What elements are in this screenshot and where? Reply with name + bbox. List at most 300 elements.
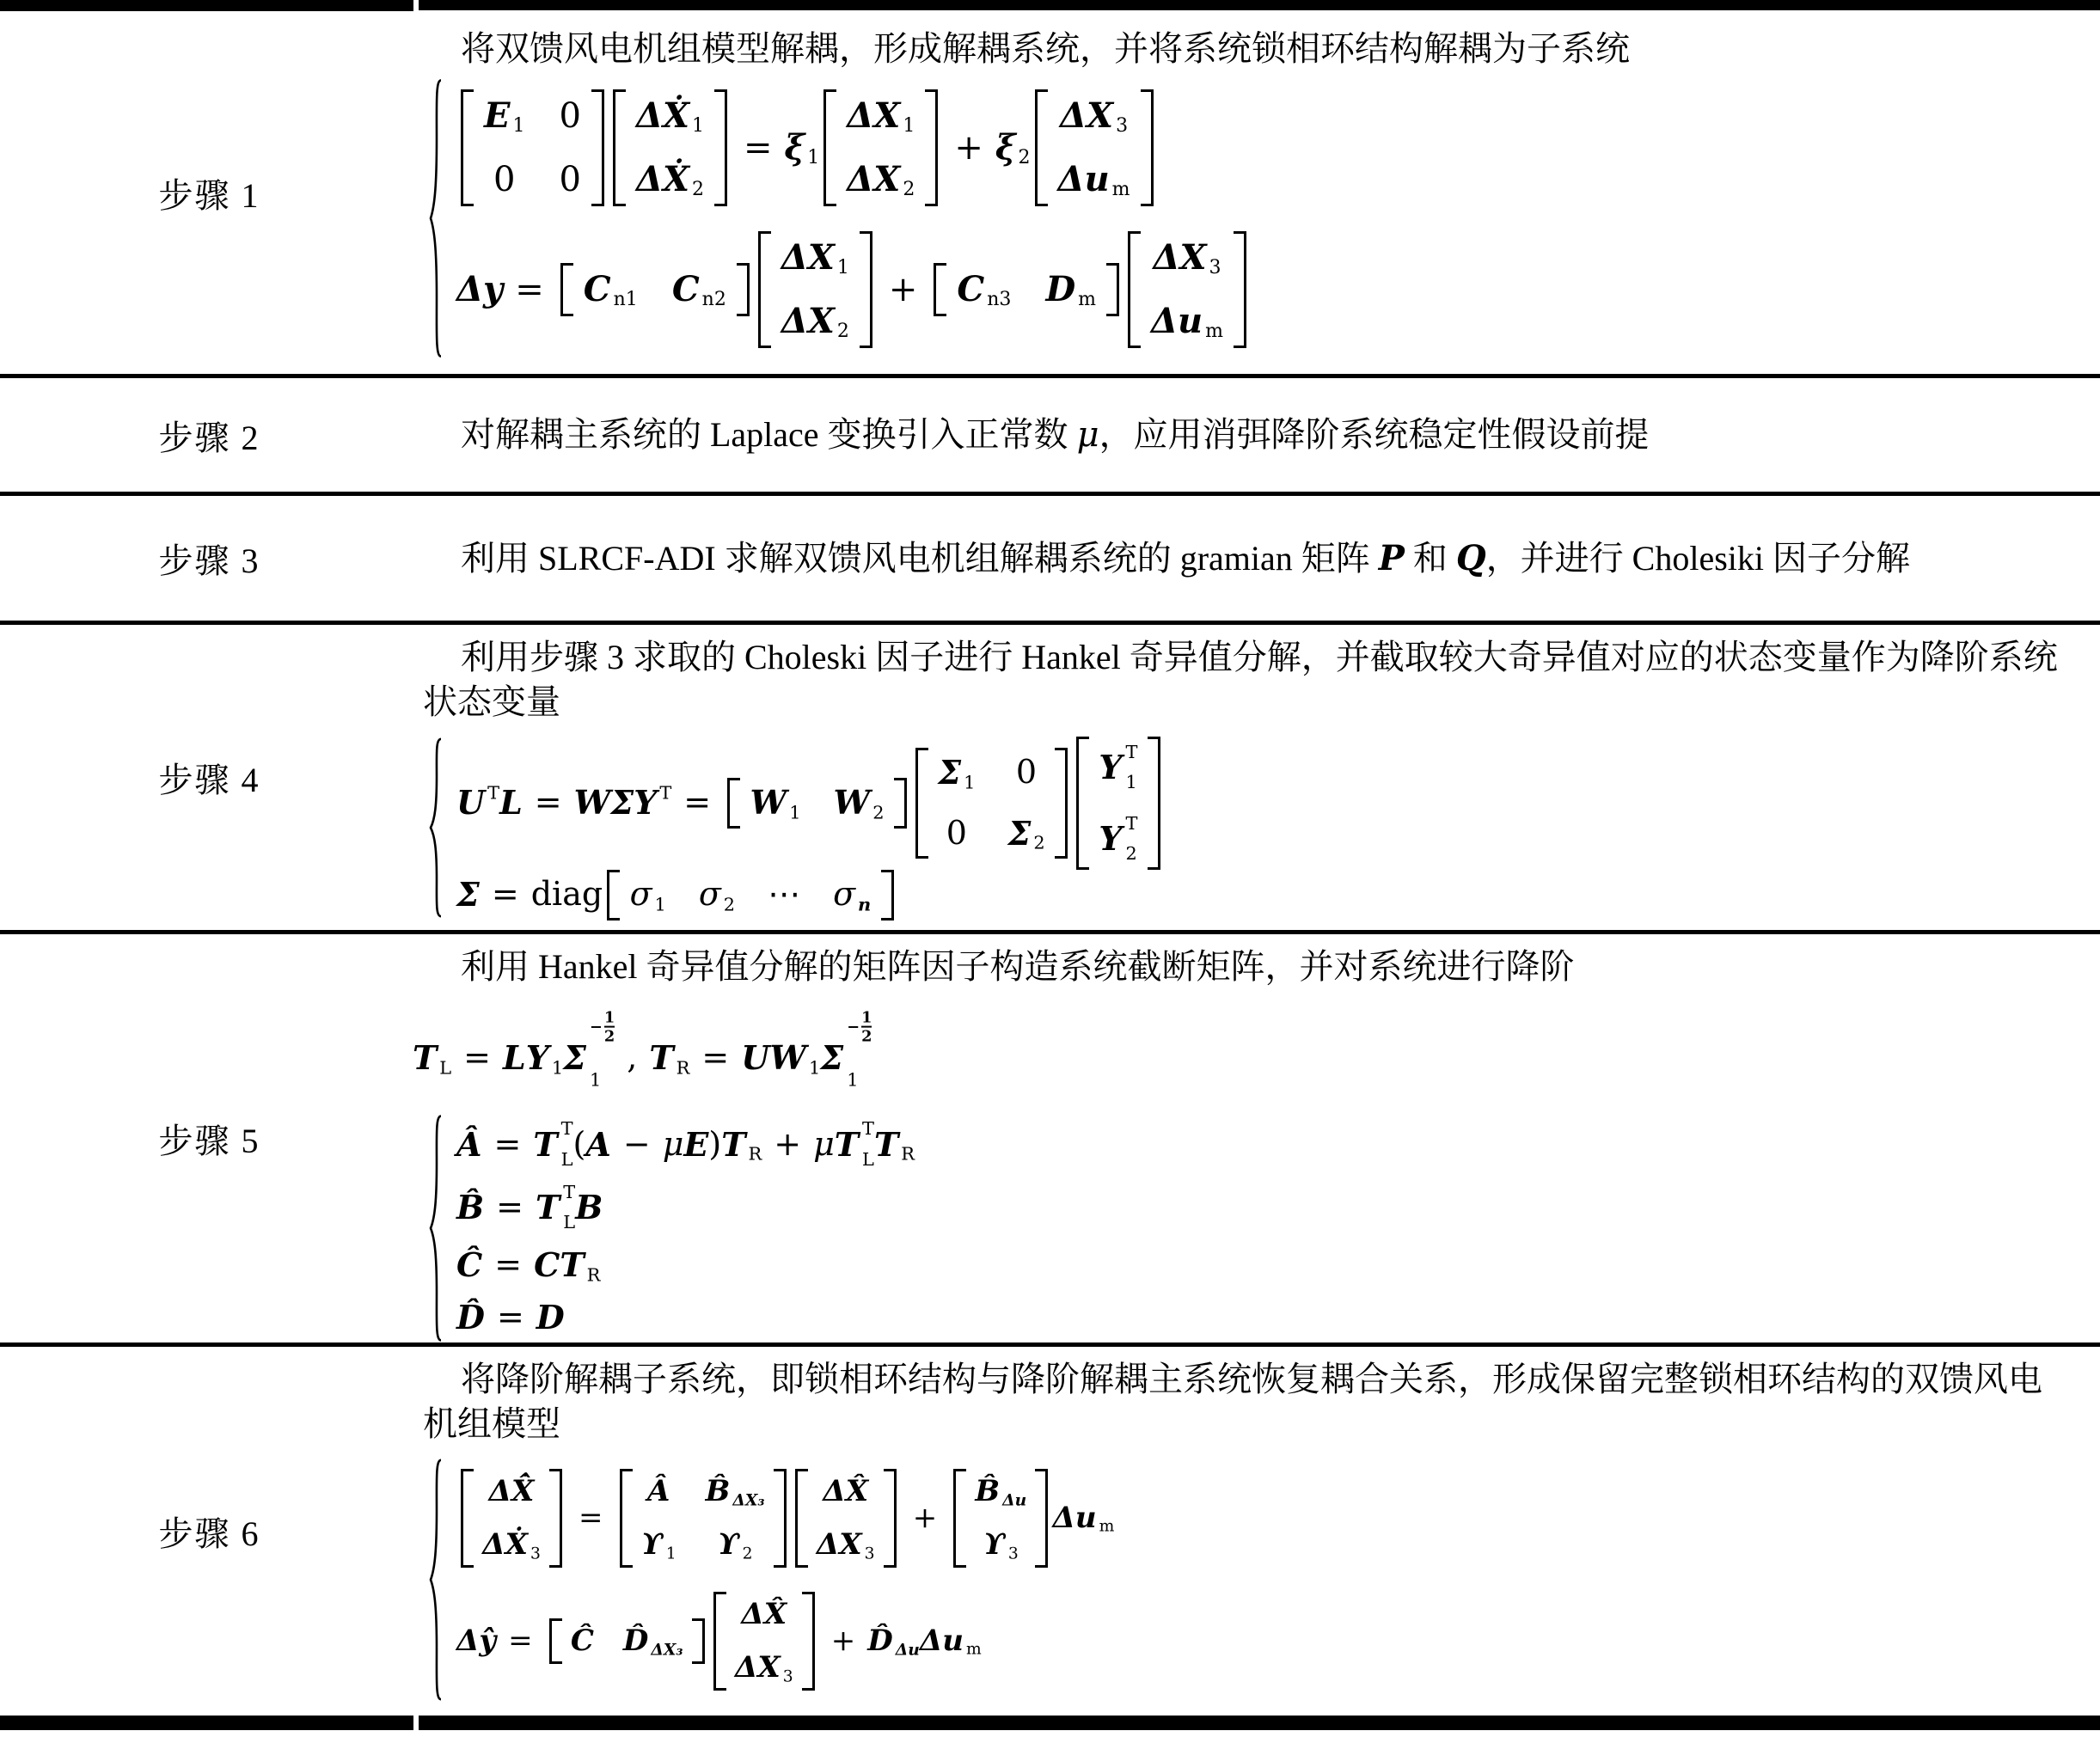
matrix-cell bbox=[560, 96, 581, 136]
subscript: 2 bbox=[1033, 832, 1045, 853]
system-brace bbox=[427, 76, 446, 360]
subscript: 1 bbox=[692, 114, 705, 137]
matrix-right-bracket bbox=[884, 1469, 897, 1569]
math-token: Ĉ bbox=[456, 1245, 483, 1285]
step-1-equation-system bbox=[427, 76, 2100, 360]
table-row-step-2 bbox=[0, 378, 2100, 492]
math-token: W bbox=[573, 783, 611, 823]
table-top-border-left bbox=[0, 0, 413, 11]
equation-column bbox=[446, 737, 1165, 919]
subscript: 1 bbox=[809, 1057, 821, 1079]
matrix-left-bracket bbox=[607, 870, 620, 920]
step-label-text: 步骤 5 bbox=[158, 1122, 260, 1160]
matrix-cell bbox=[636, 160, 704, 199]
math-token: = bbox=[493, 1124, 522, 1163]
matrix-cell bbox=[781, 238, 849, 278]
matrix bbox=[1128, 231, 1246, 348]
math-token: diag bbox=[530, 875, 603, 914]
equation-column bbox=[446, 1457, 1114, 1703]
description-text: 利用 SLRCF-ADI 求解双馈风电机组解耦系统的 gramian 矩阵 bbox=[461, 538, 1379, 578]
fraction-denominator: 2 bbox=[861, 1027, 872, 1046]
step-label-text: 步骤 6 bbox=[158, 1514, 260, 1553]
matrix-P-symbol: P bbox=[1378, 537, 1405, 578]
matrix-right-bracket bbox=[714, 89, 727, 206]
math-token: ΔX̂̇ bbox=[488, 1473, 535, 1508]
math-token: C n2 bbox=[671, 268, 726, 310]
matrix-cell bbox=[623, 1624, 683, 1658]
matrix-cell bbox=[1058, 160, 1130, 199]
math-token: = bbox=[579, 1500, 603, 1535]
math-token: Y T 1 bbox=[1099, 741, 1138, 793]
subscript: Δu bbox=[895, 1640, 920, 1660]
matrix-cell bbox=[983, 1528, 1019, 1562]
math-token: Ĉ bbox=[570, 1623, 594, 1658]
math-token: + bbox=[912, 1500, 938, 1535]
fraction: $\frac{1}{2}$ bbox=[861, 1008, 872, 1046]
math-token: = bbox=[701, 1038, 730, 1077]
matrix-right-bracket bbox=[1035, 1469, 1048, 1569]
matrix-right-bracket bbox=[1141, 89, 1154, 206]
math-token: = bbox=[683, 783, 712, 822]
superscript: T bbox=[862, 1118, 874, 1140]
subscript: R bbox=[901, 1143, 915, 1165]
step-5-equation-system bbox=[427, 1113, 2100, 1343]
math-token: U bbox=[741, 1038, 770, 1078]
matrix-left-bracket bbox=[1035, 89, 1048, 206]
matrix-right-bracket bbox=[1106, 263, 1119, 316]
matrix bbox=[560, 263, 750, 316]
subscript: 1 bbox=[903, 114, 915, 137]
matrix-cell bbox=[834, 784, 885, 822]
math-token: + bbox=[954, 127, 983, 168]
matrix-left-bracket bbox=[823, 89, 836, 206]
step-label-text: 步骤 3 bbox=[158, 541, 260, 580]
matrix-cells bbox=[771, 231, 860, 348]
subscript: n1 bbox=[613, 288, 638, 310]
math-token: Δu m bbox=[1057, 158, 1130, 200]
matrix bbox=[758, 231, 872, 348]
math-token: T R bbox=[649, 1038, 690, 1079]
matrix-cell bbox=[847, 96, 915, 136]
math-token: ΔX 2 bbox=[781, 300, 849, 342]
matrix-cell bbox=[823, 1475, 868, 1508]
math-token: B̂ Δu bbox=[975, 1473, 1027, 1509]
step-6-description: 将降阶解耦子系统，即锁相环结构与降阶解耦主系统恢复耦合关系，形成保留完整锁相环结构的双馈风电机组模型 bbox=[423, 1360, 2042, 1443]
step-3-description bbox=[0, 536, 1950, 581]
subscript: 1 bbox=[807, 146, 820, 168]
system-brace bbox=[427, 737, 446, 919]
math-token: = bbox=[463, 1038, 491, 1077]
math-token: ΔX 1 bbox=[847, 95, 915, 137]
sup-sub-stack bbox=[862, 1120, 874, 1168]
description-text: 对解耦主系统的 Laplace 变换引入正常数 bbox=[461, 415, 1077, 454]
subscript: 2 bbox=[742, 1544, 753, 1563]
matrix-right-bracket bbox=[1148, 737, 1160, 870]
matrix-cell bbox=[946, 815, 967, 853]
subscript: 1 bbox=[1125, 772, 1137, 793]
mu-symbol: μ bbox=[1076, 415, 1099, 455]
superscript bbox=[847, 1008, 872, 1046]
matrix-right-bracket bbox=[737, 263, 750, 316]
step-label-text: 步骤 1 bbox=[158, 175, 260, 215]
subscript: 2 bbox=[872, 802, 885, 823]
table-row-step-4 bbox=[0, 625, 2100, 930]
subscript: 3 bbox=[530, 1544, 541, 1563]
matrix-right-bracket bbox=[774, 1469, 787, 1569]
equation-reduced-output bbox=[456, 1592, 1114, 1691]
superscript: T bbox=[560, 1118, 573, 1140]
subscript: 1 bbox=[551, 1057, 564, 1079]
subscript: n bbox=[858, 893, 872, 915]
superscript: T bbox=[1125, 741, 1138, 762]
equation-hankel-svd bbox=[456, 737, 1165, 870]
math-token: = bbox=[496, 1297, 524, 1336]
matrix-right-bracket bbox=[1234, 231, 1246, 348]
matrix-right-bracket bbox=[860, 231, 872, 348]
matrix-left-bracket bbox=[915, 748, 928, 859]
math-token: 0 bbox=[946, 813, 967, 852]
table-row-step-3 bbox=[0, 496, 2100, 621]
matrix bbox=[795, 1469, 897, 1569]
math-token: = bbox=[515, 269, 544, 309]
subscript: n2 bbox=[701, 288, 726, 310]
math-token: T R bbox=[721, 1124, 762, 1165]
subscript: R bbox=[676, 1057, 690, 1079]
matrix-cell bbox=[489, 1475, 535, 1508]
sup-sub-stack bbox=[561, 1120, 573, 1168]
math-token: T T L bbox=[535, 1181, 576, 1233]
step-4-equation-system bbox=[427, 737, 2100, 919]
math-token: L bbox=[499, 783, 523, 823]
math-token: D̂ ΔX₃ bbox=[622, 1623, 683, 1660]
math-token: Y T bbox=[634, 782, 672, 823]
table-bottom-border-left bbox=[0, 1716, 413, 1730]
table-row-step-1 bbox=[0, 11, 2100, 374]
matrix-right-bracket bbox=[591, 89, 604, 206]
matrix-left-bracket bbox=[560, 263, 573, 316]
equation-D-hat bbox=[456, 1299, 915, 1336]
matrix-cells bbox=[474, 1469, 549, 1569]
math-token: σ 2 bbox=[698, 875, 736, 915]
math-token: ξ 1 bbox=[784, 126, 820, 168]
math-token: T T L bbox=[533, 1118, 573, 1170]
math-token: ⋯ bbox=[768, 875, 801, 914]
math-token: ΔX 3 bbox=[734, 1650, 793, 1685]
matrix-cells bbox=[928, 748, 1055, 859]
math-token: Â bbox=[646, 1473, 670, 1508]
superscript: T bbox=[487, 782, 500, 804]
subscript: 2 bbox=[692, 178, 705, 200]
equation-reduced-state bbox=[456, 1469, 1114, 1569]
subscript: L bbox=[563, 1212, 576, 1233]
matrix-cell bbox=[975, 1475, 1026, 1508]
matrix bbox=[461, 89, 604, 206]
matrix-right-bracket bbox=[802, 1592, 815, 1691]
subscript: L bbox=[560, 1148, 573, 1170]
math-token: Σ − $\frac{1}{2}$ 1 bbox=[820, 1008, 872, 1091]
step-2-description bbox=[0, 413, 1689, 457]
subscript: 1 bbox=[590, 1069, 602, 1091]
matrix-left-bracket bbox=[727, 778, 740, 829]
matrix-cell bbox=[847, 160, 915, 199]
matrix-left-bracket bbox=[1076, 737, 1089, 870]
matrix bbox=[953, 1469, 1048, 1569]
matrix-left-bracket bbox=[613, 89, 626, 206]
matrix-cells bbox=[620, 870, 880, 920]
matrix-cell bbox=[1099, 812, 1138, 865]
subscript: 1 bbox=[789, 802, 801, 823]
subscript: 2 bbox=[1125, 843, 1137, 865]
math-token: C n1 bbox=[583, 268, 638, 310]
matrix-right-bracket bbox=[881, 870, 894, 920]
math-token: ΔX̂ bbox=[741, 1596, 787, 1631]
math-token: L bbox=[503, 1038, 526, 1078]
sup-sub-stack bbox=[1125, 812, 1138, 865]
math-token: Y T 2 bbox=[1099, 812, 1138, 865]
matrix-cell bbox=[1007, 815, 1044, 853]
sup-sub-stack bbox=[847, 1008, 872, 1091]
math-token: ΔX̂ bbox=[823, 1473, 869, 1508]
subscript: R bbox=[748, 1143, 762, 1165]
matrix-left-bracket bbox=[461, 1469, 474, 1569]
math-token: Δu m bbox=[1052, 1500, 1115, 1536]
equation-column bbox=[446, 1113, 915, 1343]
math-token: ΔX 3 bbox=[1060, 95, 1129, 137]
math-token: B̂ bbox=[456, 1188, 485, 1227]
equation-C-hat bbox=[456, 1246, 915, 1284]
matrix-cell bbox=[584, 270, 638, 309]
math-token: W 1 bbox=[769, 1038, 821, 1079]
sup-sub-stack bbox=[1126, 743, 1138, 792]
matrix-cells bbox=[1141, 231, 1234, 348]
math-token: ΔẊ 1 bbox=[635, 95, 705, 137]
subscript: 3 bbox=[1116, 114, 1129, 137]
matrix-cell bbox=[493, 160, 515, 199]
matrix bbox=[607, 870, 893, 920]
math-token: ΔX 3 bbox=[1153, 236, 1221, 278]
subscript: L bbox=[862, 1148, 874, 1170]
math-token: Δŷ bbox=[456, 1623, 497, 1658]
math-token: ) bbox=[708, 1124, 722, 1163]
step-6-equation-system bbox=[427, 1457, 2100, 1703]
table-row-step-6 bbox=[0, 1347, 2100, 1716]
matrix-cells bbox=[562, 1618, 692, 1664]
equation-output bbox=[456, 231, 1251, 348]
math-token: T L bbox=[413, 1038, 452, 1079]
matrix-cell bbox=[1060, 96, 1128, 136]
math-token: T T L bbox=[834, 1118, 874, 1170]
matrix-cell bbox=[781, 302, 849, 341]
system-brace bbox=[427, 1457, 446, 1703]
subscript: m bbox=[1078, 288, 1096, 310]
description-text: ，并进行 Cholesiki 因子分解 bbox=[1485, 538, 1911, 578]
math-token: U T bbox=[456, 782, 500, 823]
matrix bbox=[823, 89, 938, 206]
subscript: m bbox=[1099, 1517, 1115, 1536]
math-token: ξ 2 bbox=[995, 126, 1031, 168]
math-token: Σ − $\frac{1}{2}$ 1 bbox=[563, 1008, 615, 1091]
fraction-exponent: − $\frac{1}{2}$ bbox=[590, 1008, 615, 1046]
matrix-cell bbox=[735, 1651, 793, 1685]
math-token: ΔẊ 2 bbox=[635, 158, 705, 200]
math-token: W 2 bbox=[833, 783, 885, 823]
subscript: 3 bbox=[782, 1667, 793, 1685]
math-token: D bbox=[536, 1297, 565, 1336]
subscript: m bbox=[965, 1640, 982, 1659]
math-token: ΔX 2 bbox=[847, 158, 915, 200]
math-token: μ bbox=[813, 1124, 835, 1163]
matrix-right-bracket bbox=[925, 89, 938, 206]
matrix-left-bracket bbox=[1128, 231, 1141, 348]
matrix-left-bracket bbox=[549, 1618, 562, 1664]
math-token: ϒ 2 bbox=[717, 1527, 753, 1563]
matrix-left-bracket bbox=[953, 1469, 966, 1569]
table-bottom-border-right bbox=[419, 1716, 2100, 1730]
math-token: ϒ 1 bbox=[640, 1527, 677, 1563]
matrix bbox=[934, 263, 1119, 316]
sup-sub-stack bbox=[563, 1183, 575, 1232]
matrix-cells bbox=[626, 89, 714, 206]
matrix-cells bbox=[726, 1592, 802, 1691]
matrix-cell bbox=[630, 876, 666, 914]
matrix-cell bbox=[672, 270, 726, 309]
step-5-description: 利用 Hankel 奇异值分解的矩阵因子构造系统截断矩阵，并对系统进行降阶 bbox=[461, 947, 1575, 986]
matrix-cell bbox=[560, 160, 581, 199]
matrix-cell bbox=[482, 1528, 541, 1562]
matrix bbox=[613, 89, 727, 206]
matrix-cells bbox=[1089, 737, 1148, 870]
description-text: 和 bbox=[1404, 538, 1456, 578]
matrix-cell bbox=[741, 1598, 787, 1631]
math-token: Σ bbox=[610, 783, 634, 823]
matrix bbox=[1076, 737, 1160, 870]
matrix bbox=[461, 1469, 562, 1569]
subscript: 1 bbox=[836, 256, 849, 278]
math-token: = bbox=[508, 1623, 533, 1658]
matrix-cell bbox=[641, 1528, 677, 1562]
matrix-cell bbox=[647, 1475, 670, 1508]
math-token: σ 1 bbox=[629, 875, 666, 915]
table-row-step-5 bbox=[0, 934, 2100, 1343]
matrix-cell bbox=[636, 96, 704, 136]
subscript: 1 bbox=[964, 772, 976, 793]
subscript: 1 bbox=[654, 894, 666, 915]
equation-A-hat bbox=[456, 1120, 915, 1168]
subscript: L bbox=[439, 1057, 452, 1079]
equation-state bbox=[456, 89, 1251, 206]
superscript: T bbox=[563, 1181, 576, 1202]
step-label-text: 步骤 2 bbox=[158, 418, 260, 457]
math-token: T R bbox=[873, 1124, 915, 1165]
math-token: = bbox=[494, 1245, 523, 1284]
math-token: σ n bbox=[833, 875, 872, 915]
fraction-denominator: 2 bbox=[603, 1027, 615, 1046]
math-token: ϒ 3 bbox=[983, 1527, 1019, 1563]
matrix-right-bracket bbox=[549, 1469, 562, 1569]
matrix-Q-symbol: Q bbox=[1455, 537, 1486, 578]
matrix bbox=[549, 1618, 705, 1664]
math-token: 0 bbox=[493, 159, 516, 199]
table-top-border-right bbox=[419, 0, 2100, 10]
row-4-content bbox=[0, 625, 2100, 930]
math-token: = bbox=[534, 783, 562, 822]
superscript: T bbox=[659, 782, 672, 804]
math-token: = bbox=[496, 1188, 523, 1226]
matrix bbox=[727, 778, 907, 829]
matrix-cells bbox=[946, 263, 1106, 316]
step-4-description: 利用步骤 3 求取的 Choleski 因子进行 Hankel 奇异值分解，并截取较大奇异值对应的状态变量作为降阶系统状态变量 bbox=[423, 638, 2058, 721]
fraction-exponent: − $\frac{1}{2}$ bbox=[847, 1008, 872, 1046]
math-token: D m bbox=[1045, 268, 1096, 310]
matrix-cells bbox=[966, 1469, 1035, 1569]
subscript: m bbox=[1205, 320, 1223, 342]
matrix-cells bbox=[808, 1469, 884, 1569]
math-token: D̂ Δu bbox=[867, 1623, 920, 1660]
matrix-cell bbox=[1045, 270, 1096, 309]
math-token: B bbox=[575, 1188, 603, 1227]
math-token: − bbox=[622, 1124, 651, 1163]
math-token: = bbox=[744, 127, 773, 168]
math-token: = bbox=[491, 875, 519, 914]
math-token: 0 bbox=[559, 95, 581, 136]
matrix bbox=[915, 748, 1068, 859]
step-label-text: 步骤 4 bbox=[158, 761, 260, 799]
matrix-cell bbox=[768, 876, 800, 914]
math-token: Â bbox=[456, 1124, 482, 1164]
math-token: ΔẊ 3 bbox=[482, 1527, 541, 1563]
math-token: Δy bbox=[456, 268, 504, 309]
row-6-content bbox=[0, 1347, 2100, 1716]
matrix-left-bracket bbox=[620, 1469, 633, 1569]
matrix-cell bbox=[938, 754, 975, 792]
math-token: Σ bbox=[456, 875, 480, 914]
math-token: W 1 bbox=[750, 783, 801, 823]
subscript: 3 bbox=[1209, 256, 1221, 278]
equation-column bbox=[446, 76, 1251, 360]
math-token: + bbox=[830, 1623, 856, 1658]
math-token: 0 bbox=[559, 159, 581, 199]
math-token: ΔX 1 bbox=[781, 236, 849, 278]
subscript: 2 bbox=[836, 320, 849, 342]
row-5-content bbox=[0, 934, 2100, 1343]
math-token: ( bbox=[572, 1124, 586, 1163]
subscript: 2 bbox=[903, 178, 915, 200]
math-token: T R bbox=[560, 1245, 601, 1286]
matrix-cell bbox=[957, 270, 1011, 309]
fraction: $\frac{1}{2}$ bbox=[603, 1008, 615, 1046]
math-token: B̂ ΔX₃ bbox=[705, 1473, 765, 1509]
matrix-cell bbox=[718, 1528, 753, 1562]
math-token: ΔX 3 bbox=[816, 1527, 875, 1563]
system-brace bbox=[427, 1113, 446, 1343]
row-2-content bbox=[0, 378, 2100, 492]
matrix-cells bbox=[1048, 89, 1141, 206]
matrix-cell bbox=[571, 1624, 594, 1658]
subscript: 2 bbox=[723, 894, 736, 915]
matrix bbox=[620, 1469, 787, 1569]
math-token: + bbox=[774, 1124, 802, 1163]
math-token: Σ 1 bbox=[938, 753, 976, 793]
sup-sub-stack bbox=[590, 1008, 615, 1091]
subscript: R bbox=[586, 1264, 601, 1286]
matrix-right-bracket bbox=[692, 1618, 705, 1664]
math-token: C n3 bbox=[957, 268, 1012, 310]
matrix-cells bbox=[573, 263, 737, 316]
matrix-cell bbox=[750, 784, 801, 822]
matrix-right-bracket bbox=[1055, 748, 1068, 859]
subscript: ΔX₃ bbox=[732, 1489, 765, 1509]
matrix-right-bracket bbox=[894, 778, 907, 829]
